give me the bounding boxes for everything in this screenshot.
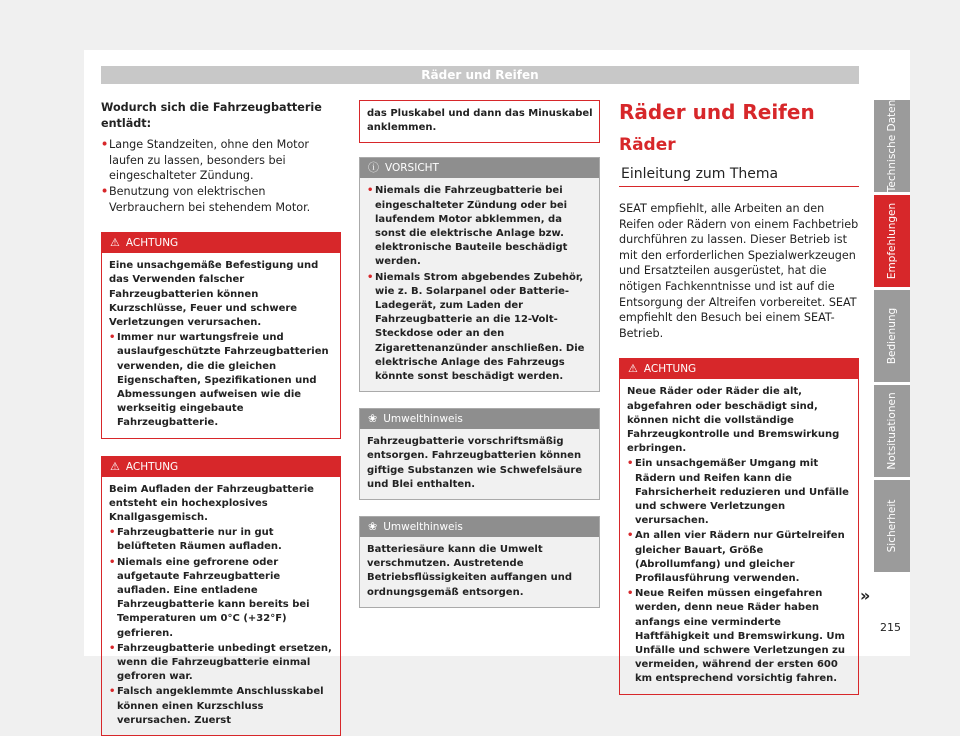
intro-paragraph: SEAT empfiehlt, alle Arbeiten an den Reifen oder Rädern von einem Fachbetrieb durchführen zu lassen. Dieser Betrieb ist mit den erforderlichen Spezialwerkzeugen und Ersatzteilen ausgerüstet, hat die nötigen Fachkenntnisse und ist auf die Entsorgung der Altreifen vorbereitet. SEAT empfiehlt den Besuch bei einem SEAT-Betrieb. bbox=[619, 202, 859, 340]
environment-header: ❀ Umwelthinweis bbox=[360, 409, 599, 429]
list-item: • Neue Reifen müssen eingefahren werden, denn neue Räder haben anfangs eine verminderte Haftfähigkeit und Bremswirkung. Um Unfälle und schwere Verletzungen zu vermeiden, während der ersten 600 km entsprechend vorsichtig fahren. bbox=[627, 588, 845, 685]
column-3 bbox=[619, 100, 859, 695]
column-1 bbox=[101, 100, 341, 736]
list-item: • Falsch angeklemmte Anschlusskabel können einen Kurzschluss verursachen. Zuerst bbox=[109, 686, 324, 726]
caution-header: ⓘ VORSICHT bbox=[360, 158, 599, 178]
bullet-icon: • bbox=[627, 588, 634, 600]
bullet-icon: • bbox=[101, 138, 109, 152]
environment-leaf-icon: ❀ bbox=[368, 412, 378, 426]
tab-empfehlungen[interactable]: Empfehlungen bbox=[874, 195, 910, 287]
bullet-icon: • bbox=[627, 530, 634, 542]
list-item: • Fahrzeugbatterie unbedingt ersetzen, wenn die Fahrzeugbatterie einmal gefroren war. bbox=[109, 642, 332, 683]
section-title: Räder bbox=[619, 135, 676, 155]
environment-note-2: ❀ Umwelthinweis Batteriesäure kann die Umwelt verschmutzen. Austretende Betriebsflüssigkeiten auffangen und ordnungsgemäß entsorgen. bbox=[359, 516, 600, 608]
tab-notsituationen[interactable]: Notsituationen bbox=[874, 385, 910, 477]
environment-note-1: ❀ Umwelthinweis Fahrzeugbatterie vorschriftsmäßig entsorgen. Fahrzeugbatterien können giftige Substanzen wie Schwefelsäure und Blei enthalten. bbox=[359, 408, 600, 500]
warning-intro: Neue Räder oder Räder die alt, abgefahren oder beschädigt sind, können nicht die vollständige Fahrzeugkontrolle und Bremswirkung erbringen. bbox=[627, 386, 840, 455]
list-item: • Ein unsachgemäßer Umgang mit Rädern und Reifen kann die Fahrsicherheit reduzieren und Unfälle und schwere Verletzungen verursachen. bbox=[627, 458, 849, 527]
warning-triangle-icon: ⚠ bbox=[110, 459, 120, 473]
bullet-icon: • bbox=[627, 458, 634, 470]
list-item: • Lange Standzeiten, ohne den Motor laufen zu lassen, besonders bei eingeschalteter Zündung. bbox=[101, 138, 310, 183]
tab-bedienung[interactable]: Bedienung bbox=[874, 290, 910, 382]
warning-continuation: das Pluskabel und dann das Minuskabel anklemmen. bbox=[359, 100, 600, 143]
environment-leaf-icon: ❀ bbox=[368, 520, 378, 534]
list-item: • Benutzung von elektrischen Verbrauchern bei stehendem Motor. bbox=[101, 184, 311, 214]
chapter-header: Räder und Reifen bbox=[101, 66, 859, 84]
list-item: • Niemals eine gefrorene oder aufgetaute Fahrzeugbatterie aufladen. Eine entladene Fahrzeugbatterie kann bereits bei Temperaturen um 0°C (+32°F) gefrieren. bbox=[109, 556, 310, 639]
bullet-icon: • bbox=[101, 184, 109, 198]
bullet-icon: • bbox=[109, 686, 116, 698]
caution-box bbox=[359, 157, 600, 392]
warning-box-charging bbox=[101, 456, 341, 736]
warning-box-wheels bbox=[619, 358, 859, 694]
environment-header: ❀ Umwelthinweis bbox=[360, 517, 599, 537]
list-item: • Niemals Strom abgebendes Zubehör, wie z. B. Solarpanel oder Batterie-Ladegerät, zum Laden der Fahrzeugbatterie an die 12-Volt-Steckdose oder an den Zigarettenanzünder anschließen. Die elektrische Anlage des Fahrzeugs könnte sonst beschädigt werden. bbox=[367, 271, 585, 383]
tab-sicherheit[interactable]: Sicherheit bbox=[874, 480, 910, 572]
warning-header: ⚠ ACHTUNG bbox=[102, 457, 340, 477]
continue-arrow-icon: » bbox=[860, 586, 871, 605]
warning-intro: Eine unsachgemäße Befestigung und das Verwenden falscher Fahrzeugbatterien können Kurzschlüsse, Feuer und schwere Verletzungen verursachen. bbox=[109, 260, 319, 328]
warning-intro: Beim Aufladen der Fahrzeugbatterie entsteht ein hochexplosives Knallgasgemisch. bbox=[109, 483, 314, 523]
warning-header: ⚠ ACHTUNG bbox=[102, 233, 340, 253]
bullet-icon: • bbox=[109, 527, 116, 539]
bullet-icon: • bbox=[109, 556, 116, 568]
list-item: • An allen vier Rädern nur Gürtelreifen gleicher Bauart, Größe (Abrollumfang) und gleicher Profilausführung verwenden. bbox=[627, 530, 845, 584]
subsection-title: Einleitung zum Thema bbox=[619, 164, 859, 187]
page-number: 215 bbox=[880, 621, 901, 634]
list-item: • Immer nur wartungsfreie und auslaufgeschützte Fahrzeugbatterien verwenden, die die gleichen Eigenschaften, Spezifikationen und Abmessungen aufweisen wie die werkseitig eingebaute Fahrzeugbatterie. bbox=[109, 332, 329, 429]
warning-triangle-icon: ⚠ bbox=[628, 362, 638, 376]
warning-triangle-icon: ⚠ bbox=[110, 236, 120, 250]
bullet-icon: • bbox=[367, 271, 374, 283]
caution-circle-icon: ⓘ bbox=[368, 161, 379, 175]
side-tabs bbox=[874, 100, 910, 575]
warning-box-mounting bbox=[101, 232, 341, 438]
list-item: • Fahrzeugbatterie nur in gut belüfteten Räumen aufladen. bbox=[109, 527, 282, 553]
tab-technische-daten[interactable]: Technische Daten bbox=[874, 100, 910, 192]
warning-header: ⚠ ACHTUNG bbox=[620, 359, 858, 379]
chapter-title: Räder und Reifen bbox=[619, 100, 815, 124]
list-item: • Niemals die Fahrzeugbatterie bei eingeschalteter Zündung oder bei laufendem Motor abklemmen, da sonst die elektrische Anlage bzw. elektronische Bauteile beschädigt werden. bbox=[367, 185, 568, 268]
bullet-icon: • bbox=[367, 185, 374, 197]
bullet-icon: • bbox=[109, 642, 116, 654]
discharge-heading: Wodurch sich die Fahrzeugbatterie entlädt: bbox=[101, 101, 322, 130]
bullet-icon: • bbox=[109, 332, 116, 344]
column-2 bbox=[359, 100, 600, 608]
